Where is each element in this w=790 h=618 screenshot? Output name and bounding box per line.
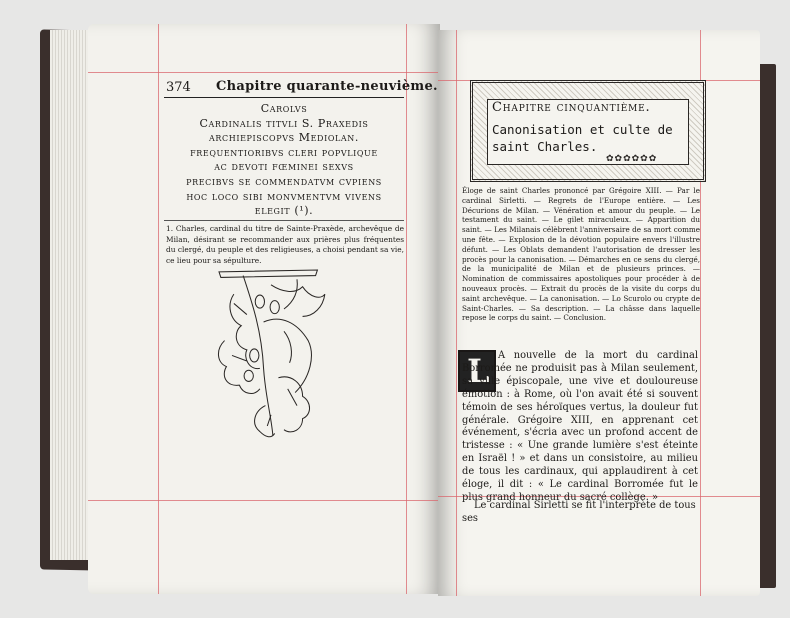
body-first-paragraph: A nouvelle de la mort du cardinal Borromée ne produisit pas à Milan seulement, sa ville épiscopale, une vive et douloureuse émotion : à Rome, où l'on avait été si souvent témoin de ses héroïques vertus, la douleur fut générale. Grégoire XIII, en apprenant cet événement, s'écria avec un profond accent de tristesse : « Une grande lumière s'est éteinte en Israël ! » et dans un consistoire, au milieu de tous les cardinaux, qui applaudirent à cet éloge, il dit : « Le cardinal Borromée fut le plus grand honneur du sacré collège. » (462, 350, 698, 503)
inscription-line: hoc loco sibi monvmentvm vivens (186, 189, 382, 203)
running-head: Chapitre quarante-neuvième. (216, 79, 438, 94)
chapter-summary: Éloge de saint Charles prononcé par Grégoire XIII. — Par le cardinal Sirletti. — Regrets de l'Europe entière. — Les Décurions de Milan. — Vénération et amour du peuple. — Le testament du saint. — Le gilet miraculeux. — Apparition du saint. — Les Milanais célèbrent l'anniversaire de sa mort comme une fête. — Explosion de la dévotion populaire envers l'illustre défunt. — Les Oblats demandent l'autorisation de dresser les procès pour la canonisation. — Démarches en ce sens du clergé, de la municipalité de Milan et de plusieurs princes. — Nomination de commissaires apostoliques pour procéder à de nouveaux procès. — Extrait du procès de la visite du corps du saint archevêque. — La canonisation. — Lo Scurolo ou crypte de Saint-Charles. — Sa description. — La châsse dans laquelle repose le corps du saint. — Conclusion. (462, 186, 700, 323)
left-rule-v2 (406, 24, 407, 594)
latin-inscription (164, 102, 404, 219)
footnote: 1. Charles, cardinal du titre de Sainte-Praxède, archevêque de Milan, désirant se recommander aux prières plus fréquentes du clergé, du peuple et des religieuses, a choisi pendant sa vie, ce lieu pour sa sépulture. (166, 224, 404, 265)
left-rule-v1 (158, 24, 159, 594)
inscription-line: archiepiscopvs Mediolan. (209, 131, 359, 145)
page-stack-edges (50, 30, 90, 560)
running-head-rule (164, 97, 404, 98)
drop-cap: L (467, 352, 490, 390)
left-page (88, 24, 440, 594)
inscription-line: ac devoti fœminei sexvs (214, 160, 354, 174)
inscription-line: elegit (¹). (254, 204, 314, 218)
inscription-line: Cardinalis titvli S. Praxedis (199, 116, 369, 130)
oak-branch-illustration (206, 262, 336, 447)
frame-flourish: ✿✿✿✿✿✿ (606, 154, 658, 164)
left-rule-h2 (88, 500, 440, 501)
right-rule-v1 (456, 30, 457, 596)
inscription-line: Carolvs (260, 102, 308, 115)
left-rule-h1 (88, 72, 440, 73)
page-number: 374 (166, 80, 191, 95)
chapter-title: Canonisation et culte de saint Charles. (492, 122, 673, 154)
right-page (438, 30, 760, 596)
inscription-line: frequentioribvs cleri popvlique (190, 145, 378, 159)
footnote-rule (164, 220, 404, 221)
chapter-heading: Chapitre cinquantième. (492, 100, 651, 115)
body-second-paragraph: Le cardinal Sirletti se fit l'interprète de tous ses (462, 500, 696, 524)
inscription-line: precibvs se commendatvm cvpiens (186, 174, 382, 188)
